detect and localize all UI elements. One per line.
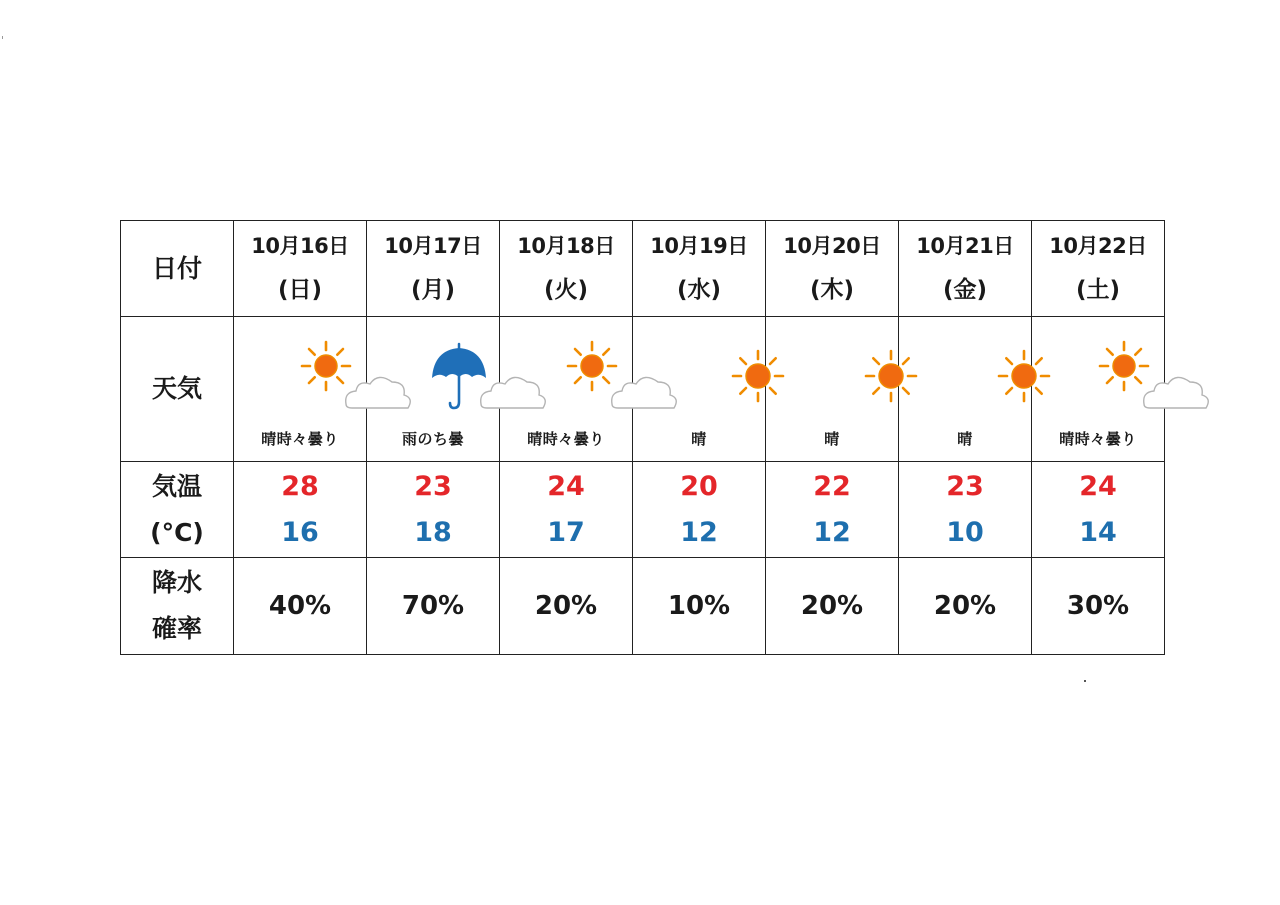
- day-cell-temperature: [1032, 462, 1165, 558]
- weather-text: 晴時々曇り: [1059, 429, 1137, 448]
- day-cell-date: [766, 221, 899, 317]
- date-row: [121, 221, 1165, 317]
- day-cell-precipitation: [500, 558, 633, 655]
- precipitation-label-line2: 確率: [151, 614, 202, 643]
- weather-text: 晴時々曇り: [527, 429, 605, 448]
- precipitation-value: 20%: [534, 591, 598, 621]
- day-cell-date: [500, 221, 633, 317]
- scan-speck: [1084, 680, 1086, 682]
- day-cell-precipitation: [766, 558, 899, 655]
- scan-speck: [2, 36, 3, 39]
- date-label: 日付: [151, 253, 202, 283]
- high-temperature: 24: [1079, 470, 1117, 502]
- high-temperature: 23: [414, 470, 452, 502]
- high-temperature: 24: [547, 470, 585, 502]
- day-cell-temperature: [766, 462, 899, 558]
- weather-icon-slot: [1039, 334, 1157, 406]
- high-temperature: 20: [680, 470, 718, 502]
- weekly-forecast-table: [120, 220, 1165, 655]
- date-text: 10月18日: [517, 233, 615, 258]
- weather-label: 天気: [151, 374, 202, 403]
- low-temperature: 16: [281, 516, 319, 548]
- date-text: 10月19日: [650, 233, 748, 258]
- weather-icon-slot: [241, 334, 359, 406]
- day-cell-date: [899, 221, 1032, 317]
- precipitation-value: 10%: [667, 591, 731, 621]
- precipitation-value: 20%: [800, 591, 864, 621]
- precipitation-value: 40%: [268, 591, 332, 621]
- temperature-row-label: [121, 462, 234, 558]
- weather-text: 晴: [691, 429, 707, 448]
- day-cell-weather: [899, 317, 1032, 462]
- date-text: 10月20日: [783, 233, 881, 258]
- day-cell-date: [234, 221, 367, 317]
- weekday-text: (月): [410, 276, 456, 303]
- high-temperature: 28: [281, 470, 319, 502]
- weather-icon-slot: [640, 334, 758, 406]
- low-temperature: 18: [414, 516, 452, 548]
- low-temperature: 12: [680, 516, 718, 548]
- day-cell-date: [633, 221, 766, 317]
- weather-text: 晴: [824, 429, 840, 448]
- day-cell-weather: [234, 317, 367, 462]
- weather-icon-slot: [374, 334, 492, 406]
- weekday-text: (日): [277, 276, 323, 303]
- date-text: 10月21日: [916, 233, 1014, 258]
- precipitation-label-line1: 降水: [151, 568, 202, 597]
- day-cell-precipitation: [367, 558, 500, 655]
- weather-icon-slot: [773, 334, 891, 406]
- weather-row: [121, 317, 1165, 462]
- weather-text: 晴時々曇り: [261, 429, 339, 448]
- day-cell-temperature: [367, 462, 500, 558]
- day-cell-weather: [633, 317, 766, 462]
- day-cell-precipitation: [1032, 558, 1165, 655]
- day-cell-temperature: [899, 462, 1032, 558]
- temperature-label: 気温: [151, 471, 202, 501]
- low-temperature: 10: [946, 516, 984, 548]
- precipitation-row: [121, 558, 1165, 655]
- day-cell-weather: [1032, 317, 1165, 462]
- high-temperature: 22: [813, 470, 851, 502]
- day-cell-date: [367, 221, 500, 317]
- low-temperature: 14: [1079, 516, 1117, 548]
- day-cell-temperature: [500, 462, 633, 558]
- day-cell-precipitation: [633, 558, 766, 655]
- day-cell-precipitation: [899, 558, 1032, 655]
- temperature-row: [121, 462, 1165, 558]
- sun-with-cloud-icon: [1098, 334, 1216, 414]
- low-temperature: 12: [813, 516, 851, 548]
- precipitation-value: 20%: [933, 591, 997, 621]
- low-temperature: 17: [547, 516, 585, 548]
- date-text: 10月17日: [384, 233, 482, 258]
- weekday-text: (土): [1075, 276, 1121, 303]
- weather-text: 晴: [957, 429, 973, 448]
- day-cell-weather: [766, 317, 899, 462]
- weekday-text: (水): [676, 276, 722, 303]
- weekday-text: (金): [942, 276, 988, 303]
- weekday-text: (木): [809, 276, 855, 303]
- day-cell-weather: [500, 317, 633, 462]
- day-cell-precipitation: [234, 558, 367, 655]
- day-cell-temperature: [234, 462, 367, 558]
- date-text: 10月22日: [1049, 233, 1147, 258]
- high-temperature: 23: [946, 470, 984, 502]
- weather-icon-slot: [906, 334, 1024, 406]
- precipitation-value: 70%: [401, 591, 465, 621]
- precipitation-value: 30%: [1066, 591, 1130, 621]
- weather-text: 雨のち曇: [401, 429, 464, 448]
- date-text: 10月16日: [251, 233, 349, 258]
- date-row-label: [121, 221, 234, 317]
- day-cell-date: [1032, 221, 1165, 317]
- temperature-unit-label: (°C): [150, 517, 204, 547]
- day-cell-weather: [367, 317, 500, 462]
- weekday-text: (火): [543, 276, 589, 303]
- precipitation-row-label: [121, 558, 234, 655]
- weather-row-label: [121, 317, 234, 462]
- weather-icon-slot: [507, 334, 625, 406]
- day-cell-temperature: [633, 462, 766, 558]
